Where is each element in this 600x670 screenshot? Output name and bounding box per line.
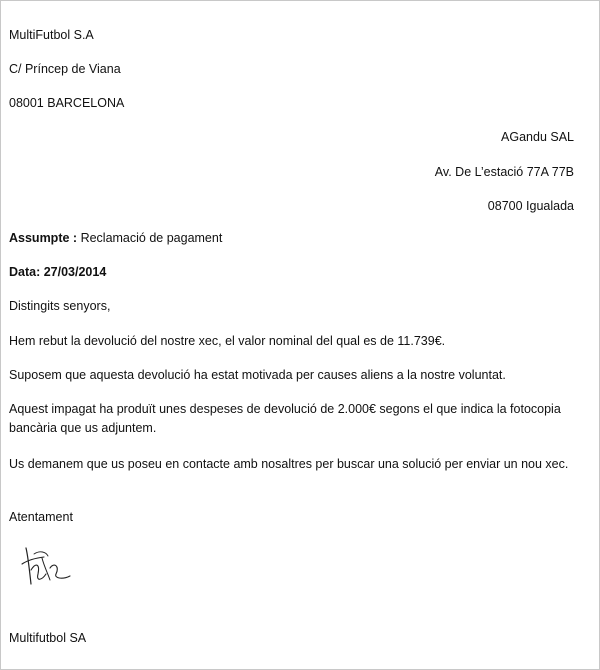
handwritten-signature [14, 544, 78, 588]
closing: Atentament [9, 510, 73, 524]
recipient-name: AGandu SAL [501, 130, 574, 144]
signatory-name: Multifutbol SA [9, 631, 87, 645]
greeting: Distingits senyors, [9, 299, 111, 313]
paragraph-1: Hem rebut la devolució del nostre xec, el valor nominal del qual es de 11.739€. [9, 334, 446, 348]
recipient-street: Av. De L’estació 77A 77B [434, 165, 574, 179]
sender-name: MultiFutbol S.A [9, 28, 94, 42]
paragraph-4: Us demanem que us poseu en contacte amb nosaltres per buscar una solució per enviar un nou xec. [9, 457, 569, 471]
subject-label: Assumpte : [9, 231, 78, 245]
recipient-city: 08700 Igualada [487, 199, 574, 213]
sender-city: 08001 BARCELONA [9, 96, 125, 110]
sender-street: C/ Príncep de Viana [9, 62, 121, 76]
letter-date: Data: 27/03/2014 [9, 265, 107, 279]
paragraph-2: Suposem que aquesta devolució ha estat motivada per causes aliens a la nostre voluntat. [9, 368, 506, 382]
subject-text: Reclamació de pagament [80, 231, 223, 245]
paragraph-3: Aquest impagat ha produït unes despeses de devolució de 2.000€ segons el que indica la fotocopia bancària que us adjuntem. [9, 402, 561, 435]
subject-line [9, 230, 222, 246]
